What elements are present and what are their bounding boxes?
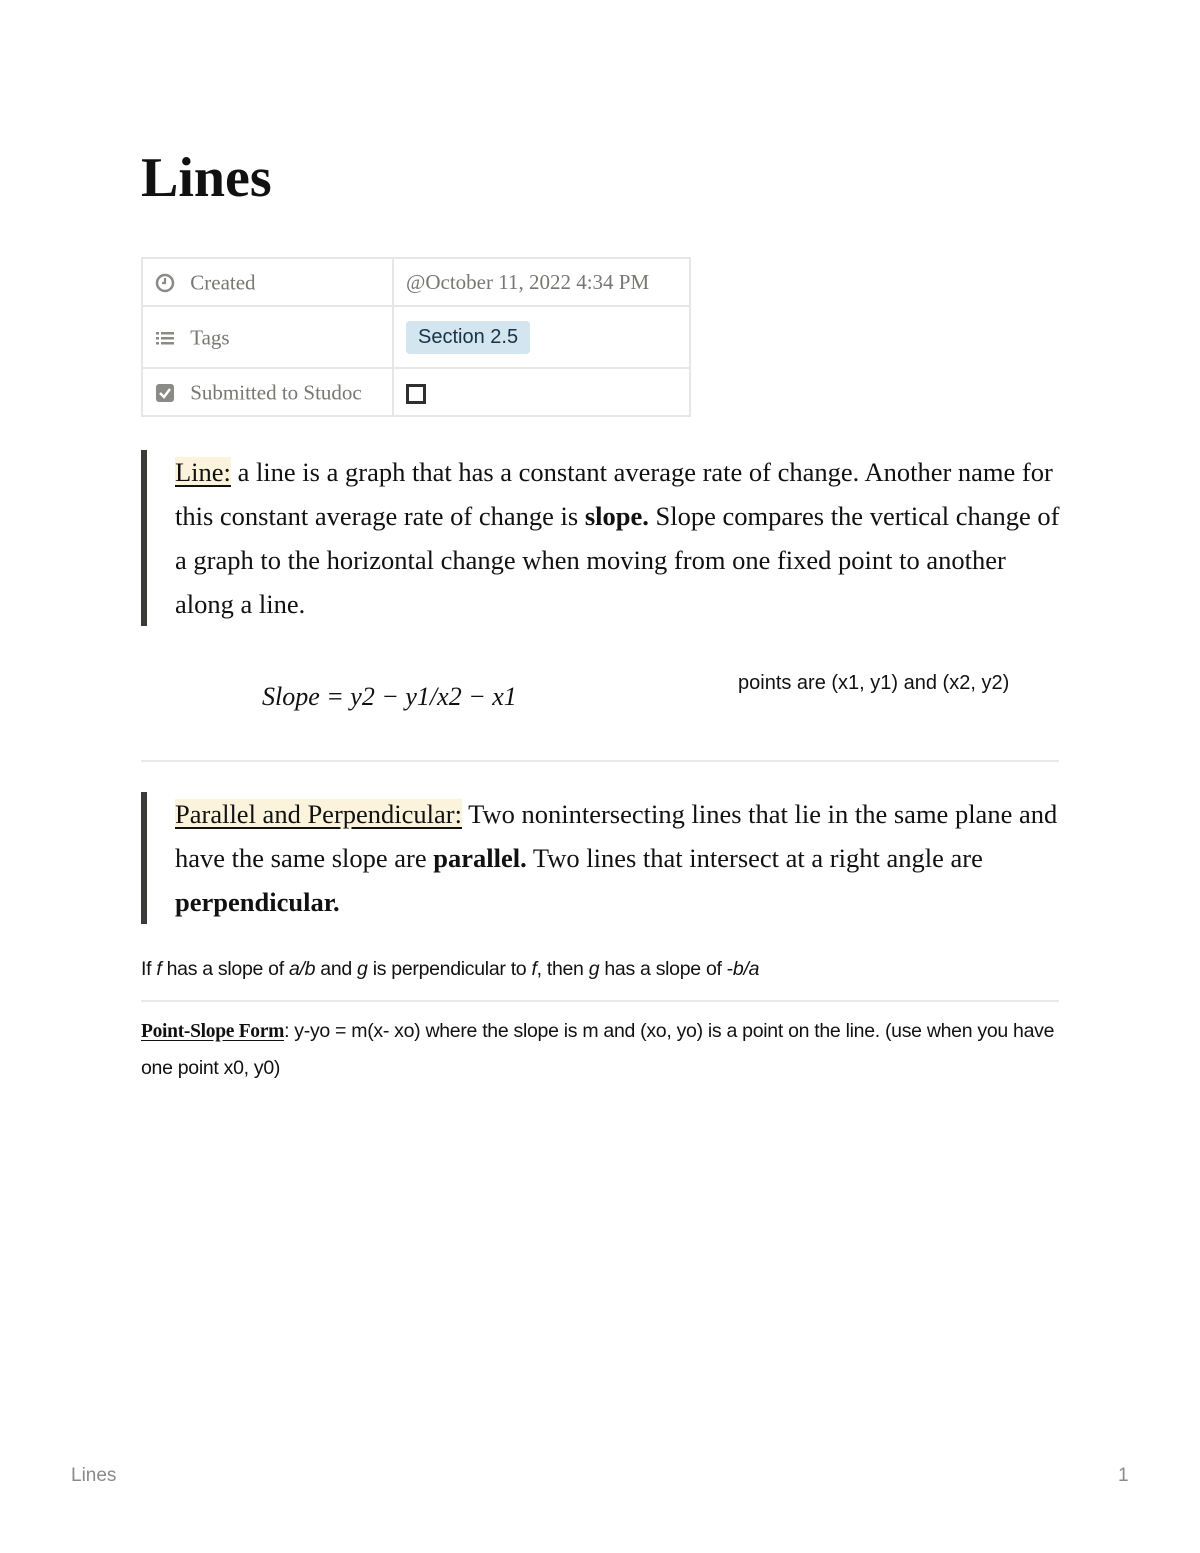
list-icon <box>155 328 177 348</box>
term-parallel-perpendicular: Parallel and Perpendicular: <box>175 799 462 829</box>
bold-parallel: parallel. <box>433 843 527 873</box>
points-note: points are (x1, y1) and (x2, y2) <box>738 672 1010 694</box>
footer-title: Lines <box>71 1465 117 1486</box>
term-point-slope-form: Point-Slope Form <box>141 1021 285 1042</box>
created-value: @October 11, 2022 4:34 PM <box>393 258 690 306</box>
property-label: Tags <box>190 325 230 350</box>
submitted-checkbox[interactable] <box>406 384 426 404</box>
term-line: Line: <box>175 457 231 487</box>
divider <box>141 1000 1059 1002</box>
slope-formula: Slope = y2 − y1/x2 − x1 <box>262 682 517 711</box>
point-slope-paragraph: Point-Slope Form: y-yo = m(x- xo) where the slope is m and (xo, yo) is a point on the line. (use when you have one point x0, y0) <box>141 1020 1055 1079</box>
divider <box>141 760 1059 762</box>
tag-badge[interactable]: Section 2.5 <box>406 321 530 354</box>
property-label: Submitted to Studoc <box>190 380 362 405</box>
page-number: 1 <box>1118 1465 1129 1486</box>
bold-perpendicular: perpendicular. <box>175 887 340 917</box>
property-row-created <box>142 258 690 306</box>
property-row-submitted <box>142 368 690 416</box>
clock-icon <box>155 273 177 293</box>
perpendicular-slope-note: If f has a slope of a/b and g is perpendicular to f, then g has a slope of -b/a <box>141 958 760 980</box>
property-label: Created <box>190 270 256 295</box>
checkbox-icon <box>155 383 177 403</box>
property-row-tags <box>142 306 690 368</box>
page-title: Lines <box>141 147 272 209</box>
parallel-perpendicular-quote: Parallel and Perpendicular: Two nonintersecting lines that lie in the same plane and have the same slope are parallel. Two lines that intersect at a right angle are perpendicular. <box>141 792 1060 924</box>
bold-slope: slope. <box>584 501 649 531</box>
properties-table <box>141 257 691 417</box>
line-definition-quote: Line: a line is a graph that has a constant average rate of change. Another name for this constant average rate of change is slope. Slope compares the vertical change of a graph to the horizontal change when moving from one fixed point to another along a line. <box>141 450 1060 626</box>
